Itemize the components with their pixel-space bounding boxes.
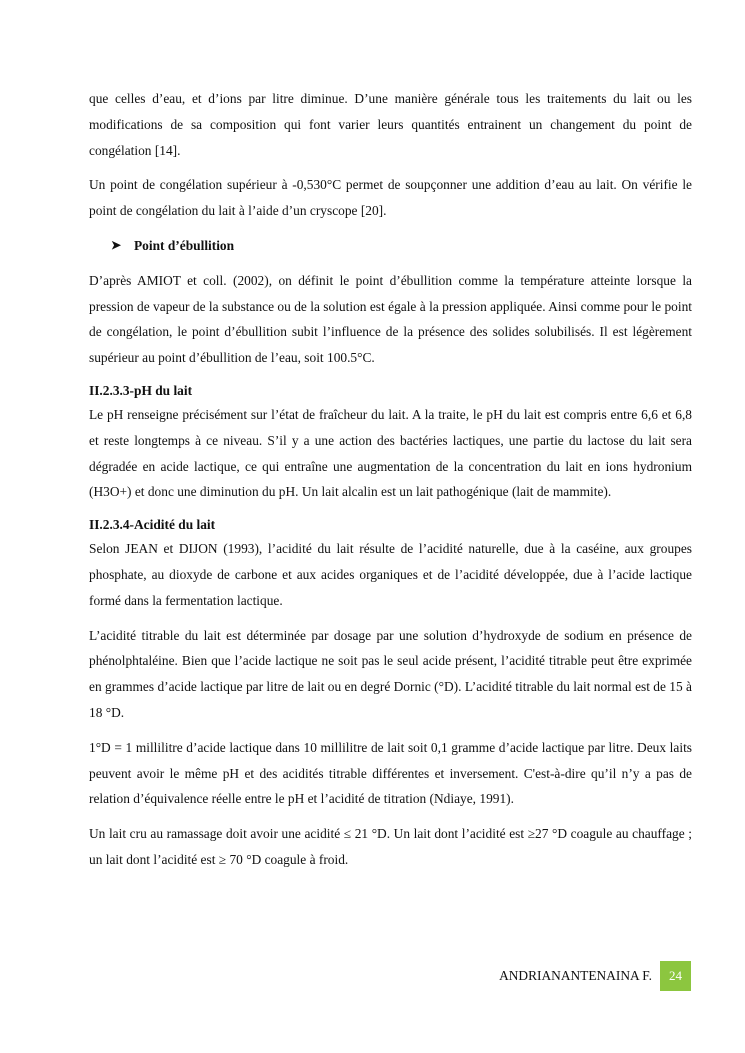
bullet-heading-label: Point d’ébullition — [134, 237, 235, 253]
paragraph-raw-milk-acidity: Un lait cru au ramassage doit avoir une acidité ≤ 21 °D. Un lait dont l’acidité est ≥27 °D coagule au chauffage ; un lait dont l’acidité est ≥ 70 °D coagule à froid. — [89, 826, 692, 867]
paragraph-acidity-origin: Selon JEAN et DIJON (1993), l’acidité du lait résulte de l’acidité naturelle, due à la caséine, aux groupes phosphate, au dioxyde de carbone et aux acides organiques et de l’acidité développée, due à l’acide lactique formé dans la fermentation lactique. — [89, 541, 692, 608]
bullet-heading-boiling-point — [111, 233, 692, 259]
section-heading-ph: II.2.3.3-pH du lait — [89, 382, 193, 398]
page-number-badge: 24 — [660, 961, 691, 991]
document-body — [89, 86, 692, 873]
paragraph-freezing-point: Un point de congélation supérieur à -0,530°C permet de soupçonner une addition d’eau au lait. On vérifie le point de congélation du lait à l’aide d’un cryscope [20]. — [89, 177, 692, 219]
paragraph-boiling-point: D’après AMIOT et coll. (2002), on définit le point d’ébullition comme la température atteinte lorsque la pression de vapeur de la substance ou de la solution est égale à la pression appliquée. Ainsi comme pour le point de congélation, le point d’ébullition subit l’influence de la présence des solides solubilisés. Il est légèrement supérieur au point d’ébullition de l’eau, soit 100.5°C. — [89, 272, 692, 366]
paragraph-ph: Le pH renseigne précisément sur l’état de fraîcheur du lait. A la traite, le pH du lait est compris entre 6,6 et 6,8 et reste longtemps à ce niveau. S’il y a une action des bactéries lactiques, une partie du lactose du lait sera dégradée en acide lactique, ce qui entraîne une augmentation de la concentration du lait en ions hydronium (H3O+) et donc une diminution du pH. Un lait alcalin est un lait pathogénique (lait de mammite). — [89, 406, 692, 500]
section-heading-acidity: II.2.3.4-Acidité du lait — [89, 517, 216, 533]
paragraph-dornic-definition: 1°D = 1 millilitre d’acide lactique dans 10 millilitre de lait soit 0,1 gramme d’acide lactique par litre. Deux laits peuvent avoir le même pH et des acidités titrable différentes et inversement. C'est-à-dire qu’il n’y a pas de relation d’équivalence réelle entre le pH et l’acidité de titration (Ndiaye, 1991). — [89, 739, 692, 807]
arrowhead-bullet-icon: ➤ — [111, 237, 122, 252]
footer-author: ANDRIANANTENAINA F. — [499, 968, 652, 983]
paragraph-freezing-continued: que celles d’eau, et d’ions par litre diminue. D’une manière générale tous les traitements du lait ou les modifications de sa composition qui font varier leurs quantités entrainent un changement du point de congélation [14]. — [89, 91, 692, 158]
page-footer — [499, 961, 691, 991]
paragraph-titratable-acidity: L’acidité titrable du lait est déterminée par dosage par une solution d’hydroxyde de sodium en présence de phénolphtaléine. Bien que l’acide lactique ne soit pas le seul acide présent, l’acidité titrable peut être exprimée en grammes d’acide lactique par litre de lait ou en degré Dornic (°D). L’acidité titrable du lait normal est de 15 à 18 °D. — [89, 627, 692, 720]
